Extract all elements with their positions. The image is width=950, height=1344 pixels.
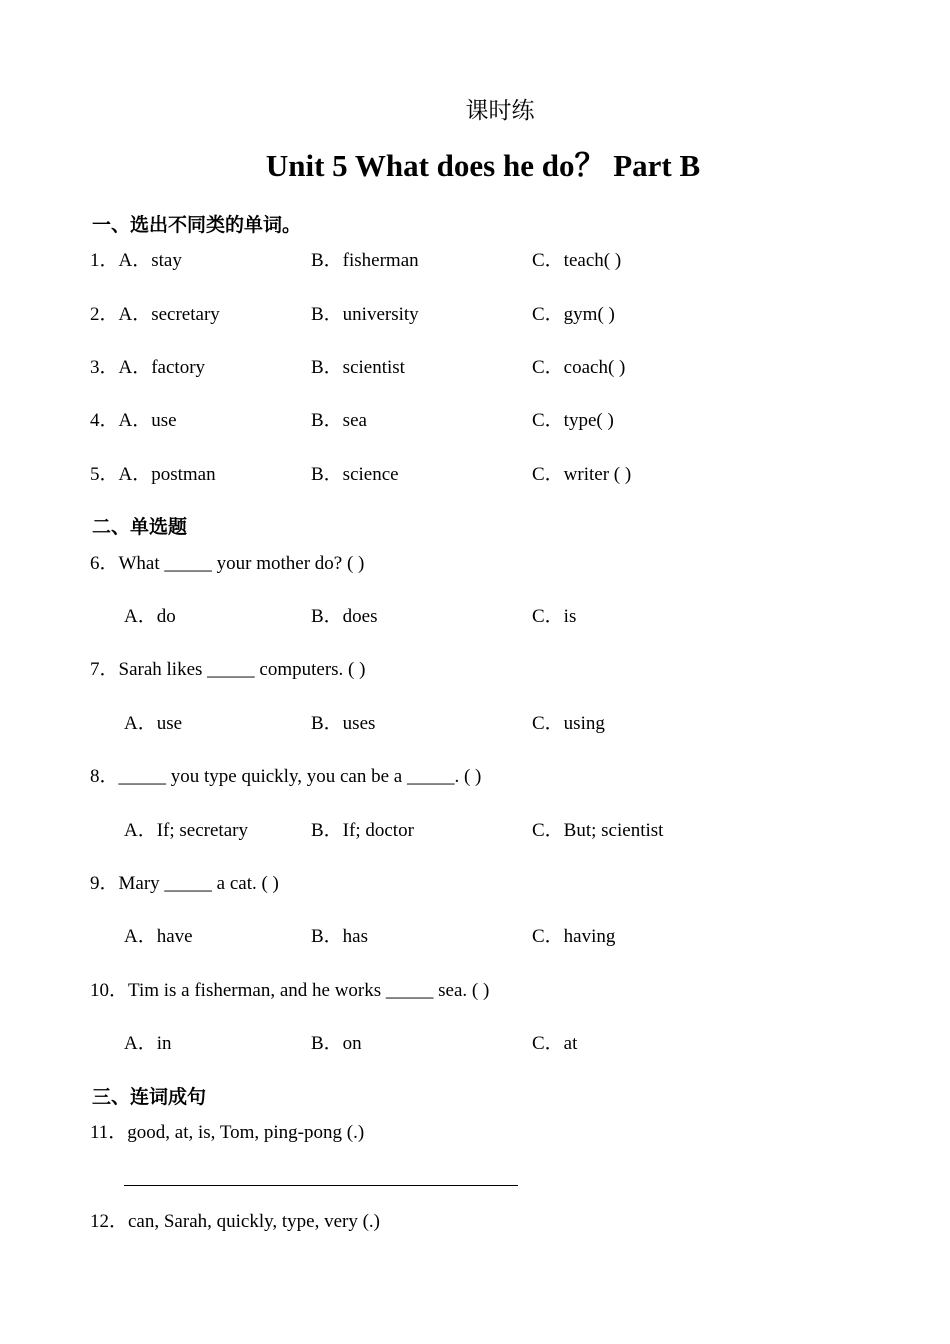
q7-question: 7．Sarah likes _____ computers. ( ) bbox=[90, 659, 366, 680]
q9-question: 9．Mary _____ a cat. ( ) bbox=[90, 873, 279, 894]
q7-option-b: B．uses bbox=[311, 713, 376, 734]
q6-option-b: B．does bbox=[311, 606, 378, 627]
page-title: Unit 5 What does he do？ Part B bbox=[265, 148, 701, 183]
section-heading-3: 三、连词成句 bbox=[92, 1086, 207, 1108]
q8-option-c: C．But; scientist bbox=[532, 820, 664, 841]
q11-answer-line[interactable] bbox=[124, 1185, 518, 1186]
q7-option-c: C．using bbox=[532, 713, 605, 734]
q4-option-c: C．type( ) bbox=[532, 410, 614, 431]
q9-option-b: B．has bbox=[311, 926, 369, 947]
q12-question: 12．can, Sarah, quickly, type, very (.) bbox=[90, 1211, 381, 1232]
q2-option-a: 2．A．secretary bbox=[90, 304, 220, 325]
q5-option-a: 5．A．postman bbox=[90, 464, 216, 485]
q3-option-a: 3．A．factory bbox=[90, 357, 206, 378]
q10-question: 10．Tim is a fisherman, and he works _____ sea. ( ) bbox=[90, 980, 490, 1001]
page-subtitle: 课时练 bbox=[465, 98, 535, 124]
q3-option-b: B．scientist bbox=[311, 357, 405, 378]
q9-option-a: A．have bbox=[124, 926, 193, 947]
q8-option-a: A．If; secretary bbox=[124, 820, 248, 841]
q4-option-a: 4．A．use bbox=[90, 410, 177, 431]
q4-option-b: B．sea bbox=[311, 410, 367, 431]
q10-option-a: A．in bbox=[124, 1033, 172, 1054]
q10-option-c: C．at bbox=[532, 1033, 578, 1054]
q6-option-a: A．do bbox=[124, 606, 176, 627]
q9-option-c: C．having bbox=[532, 926, 616, 947]
q6-option-c: C．is bbox=[532, 606, 577, 627]
q2-option-c: C．gym( ) bbox=[532, 304, 615, 325]
q1-option-b: B．fisherman bbox=[311, 250, 419, 271]
q3-option-c: C．coach( ) bbox=[532, 357, 626, 378]
section-heading-2: 二、单选题 bbox=[92, 516, 188, 538]
q5-option-b: B．science bbox=[311, 464, 399, 485]
q5-option-c: C．writer ( ) bbox=[532, 464, 632, 485]
q7-option-a: A．use bbox=[124, 713, 183, 734]
q2-option-b: B．university bbox=[311, 304, 419, 325]
q11-question: 11．good, at, is, Tom, ping-pong (.) bbox=[90, 1122, 365, 1143]
q10-option-b: B．on bbox=[311, 1033, 362, 1054]
section-heading-1: 一、选出不同类的单词。 bbox=[92, 214, 302, 236]
q1-option-c: C．teach( ) bbox=[532, 250, 622, 271]
q6-question: 6．What _____ your mother do? ( ) bbox=[90, 553, 365, 574]
q1-option-a: 1．A．stay bbox=[90, 250, 182, 271]
q8-question: 8．_____ you type quickly, you can be a _____. ( ) bbox=[90, 766, 482, 787]
q8-option-b: B．If; doctor bbox=[311, 820, 414, 841]
